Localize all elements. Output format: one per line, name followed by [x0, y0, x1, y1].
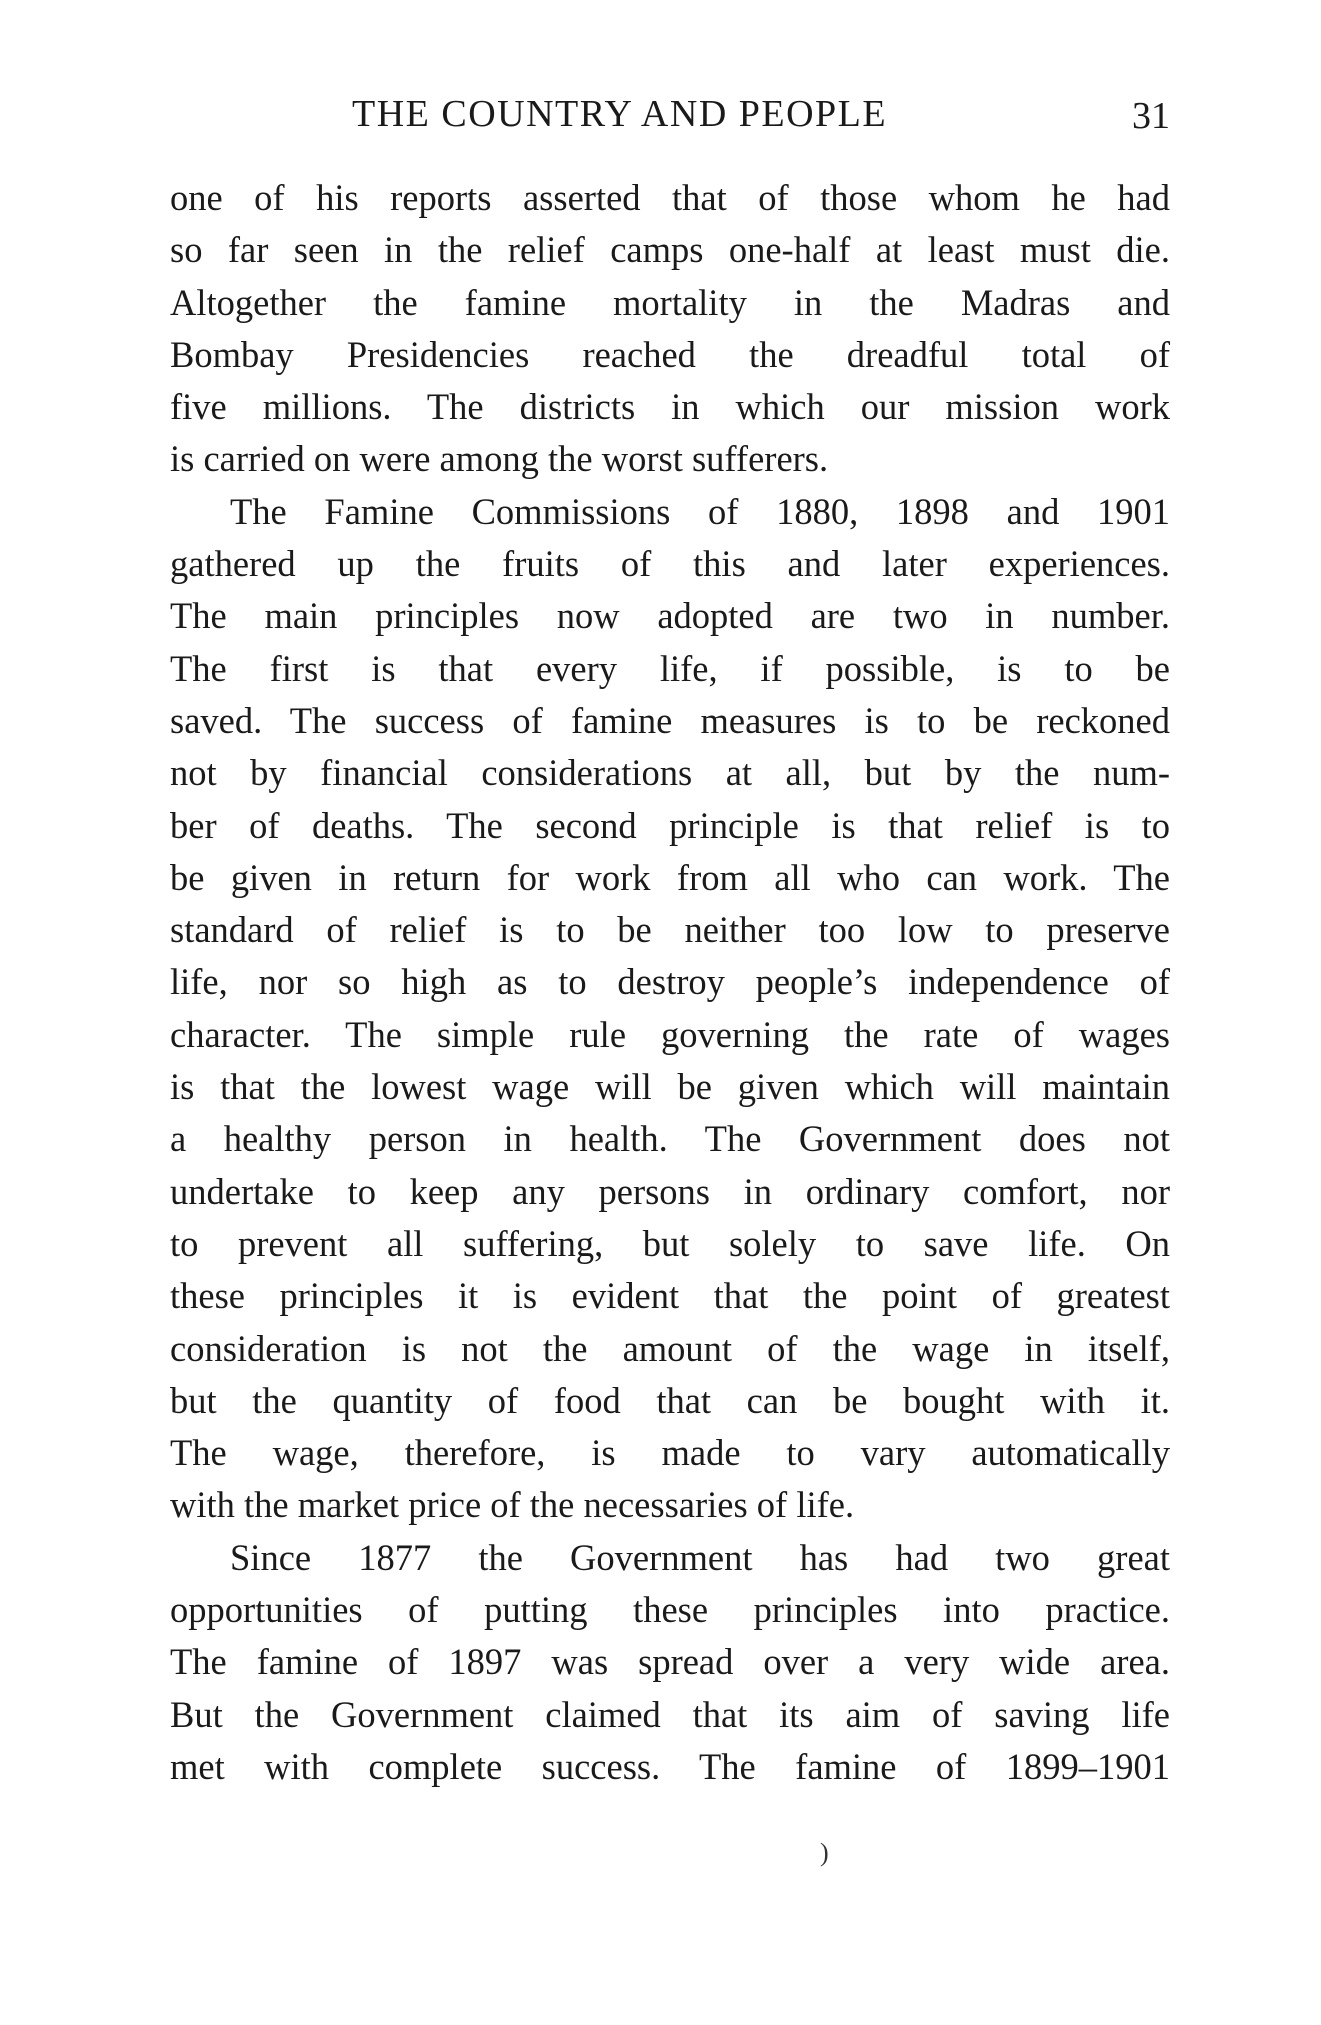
text-line: is carried on were among the worst sufferers.: [170, 438, 829, 480]
text-line: with the market price of the necessaries of life.: [170, 1484, 855, 1526]
running-title: THE COUNTRY AND PEOPLE: [352, 93, 888, 135]
text-line: The main principles now adopted are two in number.: [170, 595, 1170, 637]
text-line: character. The simple rule governing the rate of wages: [170, 1013, 1170, 1055]
body-text: [170, 172, 1170, 1793]
text-line: gathered up the fruits of this and later experiences.: [170, 543, 1170, 585]
text-line: is that the lowest wage will be given which will maintain: [170, 1066, 1170, 1108]
text-line: one of his reports asserted that of those whom he had: [170, 177, 1170, 218]
text-line: The Famine Commissions of 1880, 1898 and 1901: [230, 490, 1170, 532]
text-line: not by financial considerations at all, but by the num-: [170, 752, 1170, 794]
text-line: saved. The success of famine measures is to be reckoned: [170, 699, 1170, 741]
text-line: standard of relief is to be neither too low to preserve: [170, 909, 1170, 951]
text-line: to prevent all suffering, but solely to save life. On: [170, 1222, 1170, 1264]
text-line: Since 1877 the Government has had two great: [230, 1536, 1170, 1578]
page-number: 31: [1132, 95, 1170, 137]
text-line: a healthy person in health. The Government does not: [170, 1118, 1170, 1160]
text-line: consideration is not the amount of the wage in itself,: [170, 1327, 1170, 1369]
text-line: so far seen in the relief camps one-half at least must die.: [170, 229, 1170, 271]
text-line: five millions. The districts in which our mission work: [170, 386, 1170, 428]
text-line: these principles it is evident that the point of greatest: [170, 1275, 1170, 1317]
text-line: The first is that every life, if possible, is to be: [170, 647, 1170, 689]
text-line: Altogether the famine mortality in the Madras and: [170, 281, 1170, 323]
text-line: The famine of 1897 was spread over a very wide area.: [170, 1641, 1170, 1683]
text-line: opportunities of putting these principles into practice.: [170, 1589, 1170, 1631]
text-line: But the Government claimed that its aim of saving life: [170, 1693, 1170, 1735]
text-line: met with complete success. The famine of 1899–1901: [170, 1745, 1170, 1787]
text-line: Bombay Presidencies reached the dreadful total of: [170, 333, 1170, 375]
text-line: ber of deaths. The second principle is that relief is to: [170, 804, 1170, 846]
text-line: life, nor so high as to destroy people’s independence of: [170, 961, 1170, 1003]
text-line: undertake to keep any persons in ordinary comfort, nor: [170, 1170, 1170, 1212]
running-header: [170, 92, 1170, 142]
text-line: be given in return for work from all who can work. The: [170, 856, 1170, 898]
text-line: The wage, therefore, is made to vary automatically: [170, 1432, 1170, 1474]
footer-mark: ): [820, 1838, 829, 1867]
text-line: but the quantity of food that can be bought with it.: [170, 1379, 1170, 1421]
